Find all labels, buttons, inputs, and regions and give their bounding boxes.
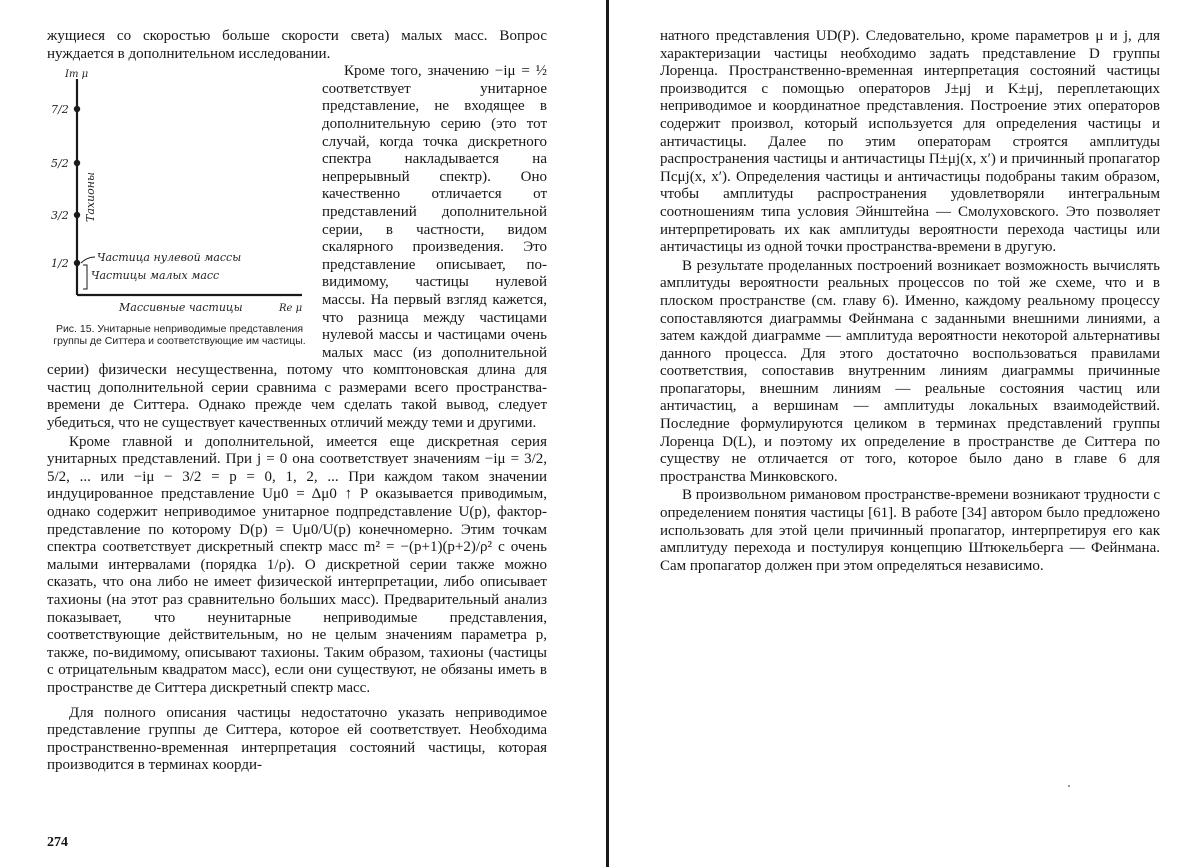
paragraph: Кроме главной и дополнительной, имеется еще дискретная серия унитарных представлений. При j = 0 она соответствует значениям −iμ = 3/2, 5/2, ... или −iμ − 3/2 = p = 0, 1, 2, ... При каждом таком значении индуцированное представление Uμ0 = Δμ0 ↑ P оказывается приводимым, однако содержит неприводимое унитарное подпредставление U(p), фактор-представление по которому D(p) = Uμ0/U(p) конечномерно. Этим точкам спектра соответствует дискретный спектр масс m² = −(p+1)(p+2)/ρ² с очень малыми интервалами (порядка 1/ρ). О дискретной серии также можно сказать, что она либо не имеет физической интерпретации, либо описывает тахионы (на этот раз сравнительно больших масс). Предварительный анализ показывает, что неунитарные неприводимые представления, соответствующие действительным, но не целым значениям параметра p, также, по-видимому, описывают тахионы. Таким образом, тахионы (частицы с отрицательным квадратом масс), если они существуют, не обязаны иметь в пространстве де Ситтера дискретный спектр масс.: [47, 433, 547, 696]
figure-caption: Рис. 15. Унитарные неприводимые представления группы де Ситтера и соответствующие им частицы.: [53, 323, 306, 348]
y-axis-label: Im μ: [65, 69, 89, 81]
paragraph: натного представления UD(P). Следовательно, кроме параметров μ и j, для характеризации частицы необходимо задать представление D группы Лоренца. Пространственно-временная интерпретация состояний частицы производится с помощью операторов J±μj и K±μj, переплетающих неприводимое и координатное представления. Построение этих операторов содержит произвол, который используется для определения частицы и античастицы. Далее по этим операторам строятся амплитуды распространения частицы и античастицы Π±μj(x, x′) и причинный пропагатор Πcμj(x, x′). Определения частицы и античастицы подобраны таким образом, чтобы амплитуды распространения удовлетворяли интегральным соотношениям типа условия Эйнштейна — Смолуховского. Это позволяет интерпретировать их как амплитуды вероятности перехода частицы или античастицы из одной точки пространства-времени в другую.: [660, 28, 1160, 256]
right-page: [660, 28, 1160, 575]
tachyons-label: Тахионы: [84, 172, 97, 223]
paragraph: Кроме того, значению −iμ = ½ соответствует унитарное представление, не входящее в дополнительную серию (это тот случай, когда точка дискретного спектра накладывается на непрерывный спектр). Оно качественно отличается от представлений дополнительной серии, в частности, видом скалярного произведения. Это представление описывает, по-видимому, частицы нулевой массы. На первый взгляд кажется, что разница между частицами нулевой массы и частицами очень малых масс (из дополнительной серии) физически несущественна, потому что комптоновская длина для частиц дополнительной серии сравнима с размерами всего пространства-времени де Ситтера. Однако прежде чем сделать такой вывод, следует убедиться, что не существует качественных отличий между теми и другими.: [47, 63, 547, 432]
paragraph: жущиеся со скоростью больше скорости света) малых масс. Вопрос нуждается в дополнительном исследовании.: [47, 28, 547, 62]
paragraph: Для полного описания частицы недостаточно указать неприводимое представление группы де Ситтера, которое ей соответствует. Необходима пространственно-временная интерпретация состояний частицы, которая производится в терминах коорди-: [47, 704, 547, 774]
paragraph: В результате проделанных построений возникает возможность вычислять амплитуды вероятности реальных процессов по той же схеме, что и в плоском пространстве (см. главу 6). Именно, каждому реальному процессу сопоставляются диаграммы Фейнмана с заданными внешними линиями, а затем каждой диаграмме — амплитуда вероятности некоторой альтернативы данного процесса. Для этого достаточно воспользоваться правилами соответствия, сопоставив внутренним линиям диаграммы причинные пропагаторы, внешним линиям — реальные состояния частиц или античастиц, а вершинам — амплитуды локальных взаимодействий. Последние формулируются целиком в терминах представлений группы Лоренца D(L), и поэтому их определение в пространстве де Ситтера по существу не отличается от того, которое было дано в главе 6 для пространства Минковского.: [660, 257, 1160, 485]
page-number: 274: [47, 835, 68, 850]
gutter-line: [606, 0, 609, 867]
tick-label: 3/2: [51, 209, 69, 223]
zero-mass-pointer: [81, 257, 95, 263]
left-page: [47, 28, 547, 775]
zero-mass-label: Частица нулевой массы: [97, 251, 242, 265]
point-7-2: [74, 106, 80, 112]
point-1-2: [74, 260, 80, 266]
representation-diagram: [47, 67, 312, 319]
tick-label: 5/2: [51, 157, 69, 171]
paragraph: В произвольном римановом пространстве-времени возникают трудности с определением понятия частицы [61]. В работе [34] автором было предложено использовать для этой цели причинный пропагатор, интерпретируя его как амплитуду перехода и постулируя концепцию Штюкельберга — Фейнмана. Сам пропагатор должен при этом определяться независимо.: [660, 487, 1160, 574]
small-mass-brace: [83, 265, 87, 289]
point-3-2: [74, 212, 80, 218]
tick-label: 1/2: [51, 257, 69, 271]
small-mass-label: Частицы малых масс: [91, 269, 220, 283]
massive-label: Массивные частицы: [119, 301, 243, 315]
x-axis-label: Re μ: [279, 303, 303, 315]
point-5-2: [74, 160, 80, 166]
para-with-figure: [47, 63, 547, 697]
figure-15-diagram: [47, 67, 312, 347]
scan-speck: [1068, 785, 1070, 787]
tick-label: 7/2: [51, 103, 69, 117]
